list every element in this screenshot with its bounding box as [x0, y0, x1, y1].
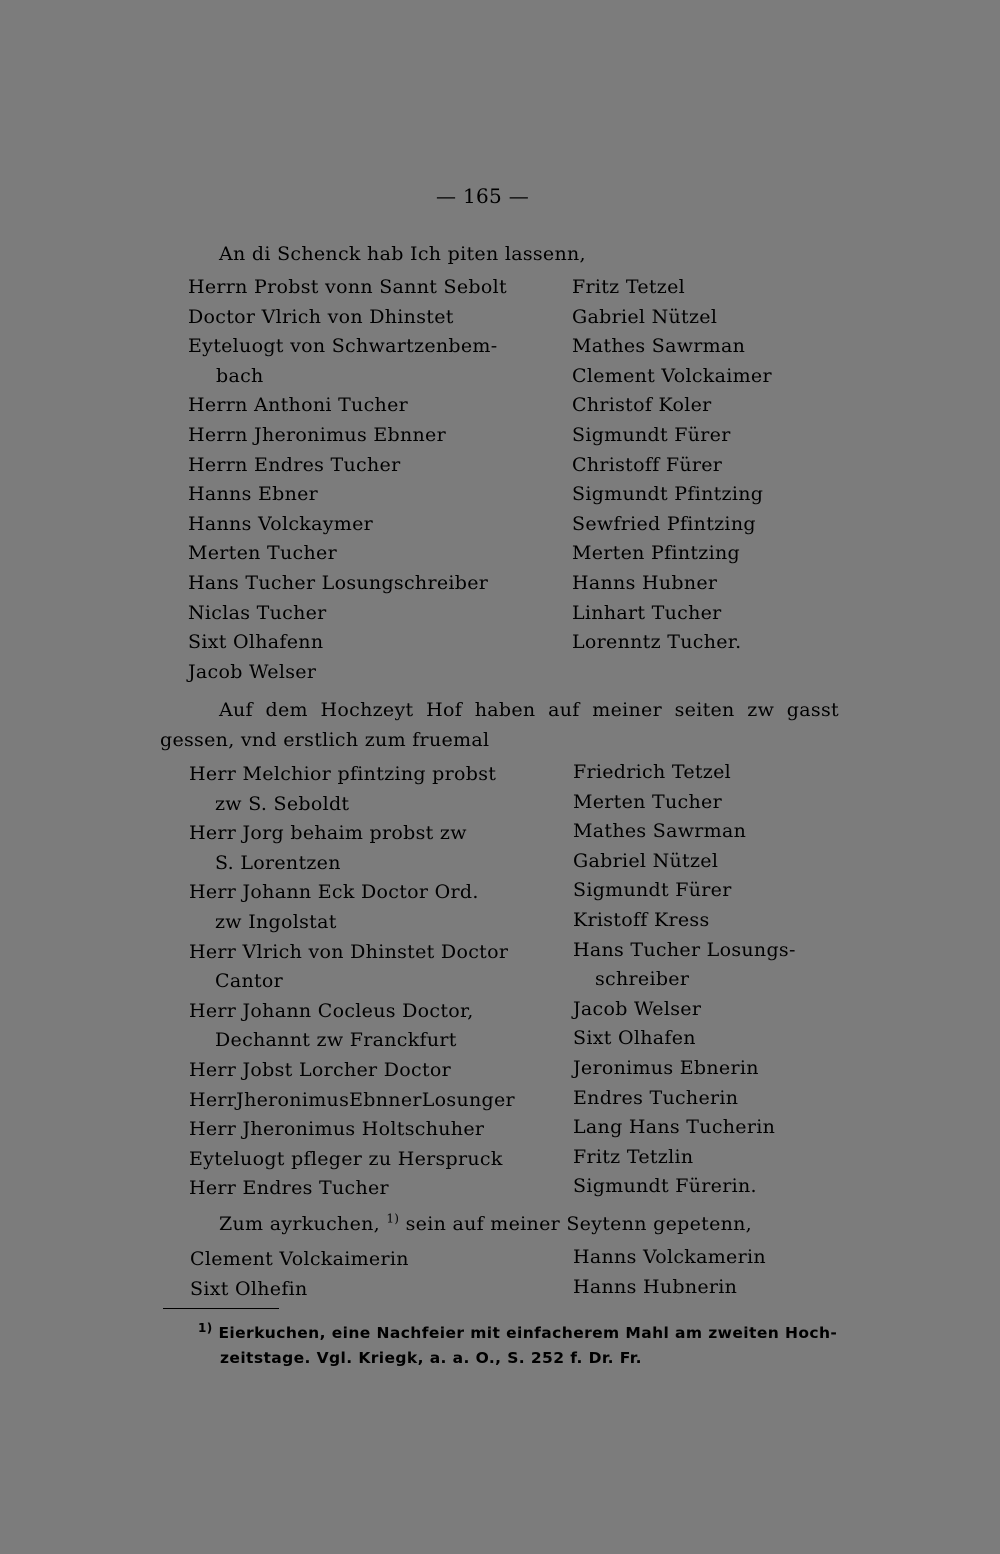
list-item: Gabriel Nützel	[572, 305, 718, 328]
intro-word: meiner	[592, 699, 662, 721]
footnote-line2: zeitstage. Vgl. Kriegk, a. a. O., S. 252 f. Dr. Fr.	[220, 1349, 642, 1367]
list-item: Herr Endres Tucher	[189, 1177, 389, 1200]
section3-intro-after: sein auf meiner Seytenn gepetenn,	[405, 1213, 753, 1235]
list-item: Herr Jorg behaim probst zw	[189, 822, 467, 845]
list-item: zw S. Seboldt	[215, 792, 350, 815]
list-item: Linhart Tucher	[572, 601, 722, 624]
list-item: Gabriel Nützel	[573, 849, 719, 872]
footnote-rule	[163, 1308, 279, 1309]
list-item: bach	[216, 364, 264, 387]
list-item: Kristoff Kress	[573, 909, 710, 931]
intro-word: dem	[265, 699, 308, 721]
list-item: zw Ingolstat	[215, 911, 337, 933]
section2-intro-line1	[219, 698, 839, 722]
intro-word: Auf	[219, 699, 253, 721]
intro-word: seiten	[674, 699, 735, 721]
list-item: Herr Jobst Lorcher Doctor	[189, 1059, 452, 1081]
intro-word: Hochzeyt	[320, 699, 414, 721]
list-item: Lang Hans Tucherin	[573, 1116, 776, 1139]
list-item: Jacob Welser	[573, 997, 702, 1020]
section2-intro-line2: gessen, vnd erstlich zum fruemal	[160, 729, 490, 751]
list-item: Herr Johann Eck Doctor Ord.	[189, 881, 479, 904]
list-item: S. Lorentzen	[215, 851, 341, 874]
list-item: Friedrich Tetzel	[573, 761, 732, 783]
intro-word: auf	[548, 699, 580, 721]
footnote-mark: 1)	[198, 1320, 213, 1335]
list-item: Herrn Endres Tucher	[188, 453, 401, 476]
intro-word: Hof	[426, 699, 463, 721]
list-item: Sigmundt Fürerin.	[573, 1175, 757, 1198]
list-item: Merten Pfintzing	[572, 542, 740, 565]
list-item: Mathes Sawrman	[573, 820, 747, 843]
list-item: Herrn Anthoni Tucher	[188, 394, 408, 417]
list-item: Christoff Fürer	[572, 453, 723, 476]
list-item: Herr Johann Cocleus Doctor,	[189, 999, 474, 1022]
list-item: Herrn Probst vonn Sannt Sebolt	[188, 276, 507, 298]
list-item: Sixt Olhafen	[573, 1027, 696, 1050]
list-item: Hanns Volckamerin	[573, 1246, 766, 1268]
list-item: Clement Volckaimer	[572, 364, 772, 387]
intro-word: gasst	[786, 699, 839, 721]
list-item: Sewfried Pfintzing	[572, 512, 756, 535]
list-item: Doctor Vlrich von Dhinstet	[188, 305, 454, 328]
list-item: Sixt Olhafenn	[188, 631, 324, 654]
list-item: Lorenntz Tucher.	[572, 631, 742, 654]
list-item: Mathes Sawrman	[572, 335, 746, 358]
list-item: Fritz Tetzlin	[573, 1145, 694, 1168]
list-item: Hanns Ebner	[188, 483, 319, 506]
list-item: Herr Jheronimus Holtschuher	[189, 1118, 485, 1141]
list-item: Herr Melchior pfintzing probst	[189, 763, 497, 785]
footnote-reference: 1)	[386, 1211, 400, 1226]
list-item: Dechannt zw Franckfurt	[215, 1029, 457, 1052]
list-item: Endres Tucherin	[573, 1086, 739, 1109]
list-item: Herrn Jheronimus Ebnner	[188, 424, 446, 446]
list-item: Sigmundt Fürer	[573, 879, 732, 902]
footnote-line1	[198, 1321, 837, 1345]
list-item: Eyteluogt pfleger zu Herspruck	[189, 1147, 503, 1170]
list-item: Sixt Olhefin	[190, 1277, 308, 1300]
list-item: Hanns Hubner	[572, 572, 718, 594]
footnote-text-line1: Eierkuchen, eine Nachfeier mit einfacherem Mahl am zweiten Hoch-	[218, 1324, 838, 1342]
list-item: Cantor	[215, 970, 284, 993]
list-item: Sigmundt Fürer	[572, 424, 731, 446]
page-number: — 165 —	[436, 184, 529, 208]
section3-intro-before: Zum ayrkuchen,	[219, 1213, 380, 1235]
list-item: Herr Vlrich von Dhinstet Doctor	[189, 940, 509, 963]
list-item: Jacob Welser	[188, 660, 317, 683]
list-item: Christof Koler	[572, 394, 712, 417]
section1-intro: An di Schenck hab Ich piten lassenn,	[219, 243, 586, 265]
list-item: Eyteluogt von Schwartzenbem-	[188, 335, 498, 358]
list-item: Hanns Hubnerin	[573, 1275, 738, 1298]
list-item: Jeronimus Ebnerin	[573, 1057, 759, 1079]
list-item: Merten Tucher	[573, 790, 722, 813]
list-item: Niclas Tucher	[188, 601, 327, 624]
section3-intro	[219, 1212, 752, 1236]
list-item: Hans Tucher Losungschreiber	[188, 572, 489, 594]
intro-word: haben	[474, 699, 536, 721]
list-item: Hans Tucher Losungs-	[573, 938, 796, 961]
list-item: schreiber	[595, 968, 690, 991]
list-item: Clement Volckaimerin	[190, 1248, 409, 1270]
list-item: Merten Tucher	[188, 542, 337, 565]
list-item: Sigmundt Pfintzing	[572, 483, 764, 506]
intro-word: zw	[747, 699, 775, 721]
list-item: HerrJheronimusEbnnerLosunger	[189, 1088, 515, 1111]
list-item: Hanns Volckaymer	[188, 512, 374, 535]
list-item: Fritz Tetzel	[572, 276, 686, 298]
